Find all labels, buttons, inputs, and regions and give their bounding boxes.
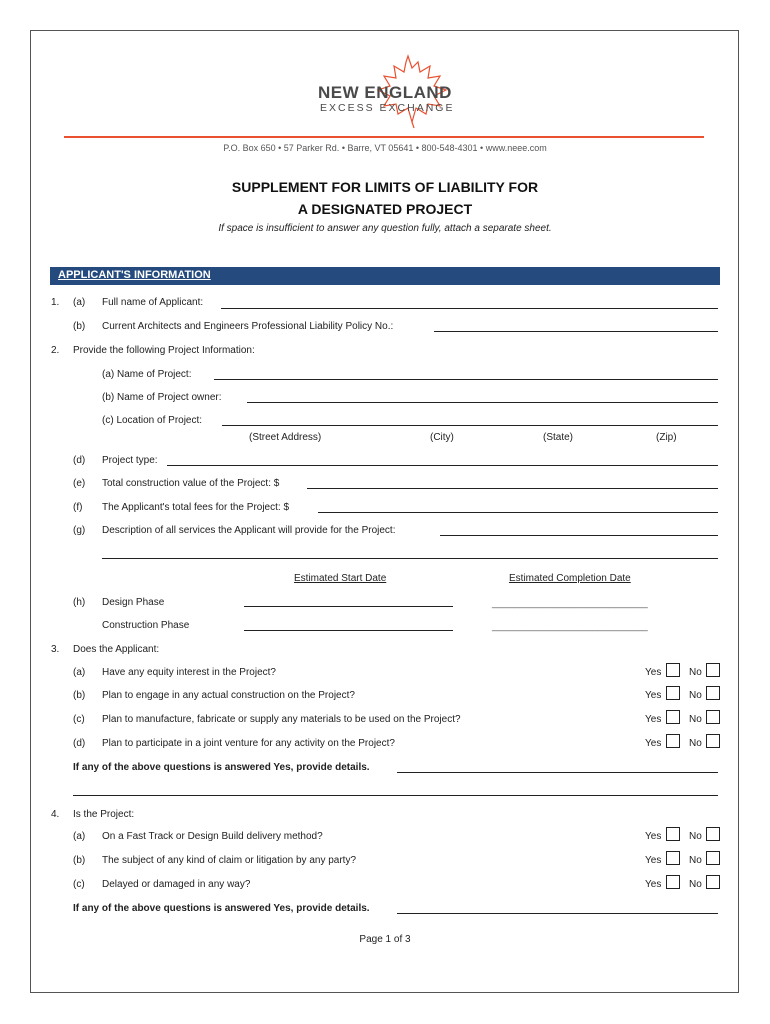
q3-label: Does the Applicant: <box>73 644 160 655</box>
q3b-yes-label: Yes <box>645 690 662 701</box>
q4c-yes-checkbox[interactable] <box>666 875 680 889</box>
q3d-no-checkbox[interactable] <box>706 734 720 748</box>
contact-info: P.O. Box 650 • 57 Parker Rd. • Barre, VT 05641 • 800-548-4301 • www.neee.com <box>223 143 547 153</box>
q3c-no-checkbox[interactable] <box>706 710 720 724</box>
project-type-field[interactable] <box>167 465 718 466</box>
q4b-letter: (b) <box>73 855 86 866</box>
q3a-text: Have any equity interest in the Project? <box>102 667 276 678</box>
q3b-no-checkbox[interactable] <box>706 686 720 700</box>
q3b-yes-checkbox[interactable] <box>666 686 680 700</box>
q2f-letter: (f) <box>73 502 83 513</box>
q2g-label: Description of all services the Applicant will provide for the Project: <box>102 525 396 536</box>
q4c-no-checkbox[interactable] <box>706 875 720 889</box>
q3-number: 3. <box>51 644 60 655</box>
q2-number: 2. <box>51 345 60 356</box>
q1-number: 1. <box>51 297 60 308</box>
city-caption: (City) <box>430 432 454 443</box>
q1b-label: Current Architects and Engineers Professional Liability Policy No.: <box>102 321 394 332</box>
logo-text-line2: EXCESS EXCHANGE <box>320 102 455 114</box>
q3d-no-label: No <box>689 738 702 749</box>
q3a-no-label: No <box>689 667 702 678</box>
design-phase-label: Design Phase <box>102 597 165 608</box>
q4a-yes-checkbox[interactable] <box>666 827 680 841</box>
q3c-yes-checkbox[interactable] <box>666 710 680 724</box>
q4a-no-label: No <box>689 831 702 842</box>
q4-details-field[interactable] <box>397 913 718 914</box>
design-start-date-field[interactable] <box>244 606 453 607</box>
q2-label: Provide the following Project Information: <box>73 345 255 356</box>
q3-details-field-2[interactable] <box>73 795 718 796</box>
applicant-name-field[interactable] <box>221 308 718 309</box>
q3-details-field[interactable] <box>397 772 718 773</box>
form-title-line1: SUPPLEMENT FOR LIMITS OF LIABILITY FOR <box>231 179 539 195</box>
q1a-letter: (a) <box>73 297 86 308</box>
project-location-field[interactable] <box>222 425 718 426</box>
q4b-yes-checkbox[interactable] <box>666 851 680 865</box>
applicant-fees-field[interactable] <box>318 512 718 513</box>
q3d-text: Plan to participate in a joint venture for any activity on the Project? <box>102 738 395 749</box>
services-description-field-2[interactable] <box>102 558 718 559</box>
q4a-letter: (a) <box>73 831 86 842</box>
q1b-letter: (b) <box>73 321 86 332</box>
services-description-field[interactable] <box>440 535 718 536</box>
logo-text-line1: NEW ENGLAND <box>318 83 452 102</box>
form-title-line2: A DESIGNATED PROJECT <box>297 201 473 217</box>
q2e-label: Total construction value of the Project: $ <box>102 478 280 489</box>
state-caption: (State) <box>543 432 574 443</box>
q4b-no-label: No <box>689 855 702 866</box>
construction-value-field[interactable] <box>307 488 718 489</box>
project-name-field[interactable] <box>214 379 718 380</box>
q4c-no-label: No <box>689 879 702 890</box>
q2h-letter: (h) <box>73 597 86 608</box>
q4a-no-checkbox[interactable] <box>706 827 720 841</box>
q4a-text: On a Fast Track or Design Build delivery method? <box>102 831 323 842</box>
q3b-letter: (b) <box>73 690 86 701</box>
q3a-yes-checkbox[interactable] <box>666 663 680 677</box>
q4c-letter: (c) <box>73 879 85 890</box>
q4a-yes-label: Yes <box>645 831 662 842</box>
q2a-label: (a) Name of Project: <box>102 369 192 380</box>
q4-number: 4. <box>51 809 60 820</box>
design-completion-date-field[interactable]: ____________________________ <box>492 598 648 609</box>
policy-number-field[interactable] <box>434 331 718 332</box>
project-owner-field[interactable] <box>247 402 718 403</box>
q3d-yes-label: Yes <box>645 738 662 749</box>
q3b-no-label: No <box>689 690 702 701</box>
q4c-text: Delayed or damaged in any way? <box>102 879 251 890</box>
q4c-yes-label: Yes <box>645 879 662 890</box>
instruction-text: If space is insufficient to answer any question fully, attach a separate sheet. <box>218 223 552 234</box>
q3d-letter: (d) <box>73 738 86 749</box>
completion-date-header: Estimated Completion Date <box>509 573 631 584</box>
q4-details-label: If any of the above questions is answered Yes, provide details. <box>73 903 370 914</box>
q2c-label: (c) Location of Project: <box>102 415 203 426</box>
q2f-label: The Applicant's total fees for the Project: $ <box>102 502 290 513</box>
header-divider <box>64 136 704 138</box>
q2b-label: (b) Name of Project owner: <box>102 392 222 403</box>
q3c-yes-label: Yes <box>645 714 662 725</box>
construction-start-date-field[interactable] <box>244 630 453 631</box>
construction-completion-date-field[interactable]: ____________________________ <box>492 621 648 632</box>
section-header-label: APPLICANT'S INFORMATION <box>58 269 211 281</box>
page-number: Page 1 of 3 <box>359 934 411 945</box>
q3c-letter: (c) <box>73 714 85 725</box>
q2e-letter: (e) <box>73 478 86 489</box>
q3c-no-label: No <box>689 714 702 725</box>
q3a-letter: (a) <box>73 667 86 678</box>
q2g-letter: (g) <box>73 525 86 536</box>
q3b-text: Plan to engage in any actual construction on the Project? <box>102 690 355 701</box>
q2d-letter: (d) <box>73 455 86 466</box>
q3c-text: Plan to manufacture, fabricate or supply any materials to be used on the Project? <box>102 714 461 725</box>
q3a-yes-label: Yes <box>645 667 662 678</box>
q3d-yes-checkbox[interactable] <box>666 734 680 748</box>
q2d-label: Project type: <box>102 455 158 466</box>
q3a-no-checkbox[interactable] <box>706 663 720 677</box>
q4b-yes-label: Yes <box>645 855 662 866</box>
zip-caption: (Zip) <box>656 432 677 443</box>
construction-phase-label: Construction Phase <box>102 620 190 631</box>
q4b-text: The subject of any kind of claim or litigation by any party? <box>102 855 357 866</box>
q3-details-label: If any of the above questions is answered Yes, provide details. <box>73 762 370 773</box>
q4-label: Is the Project: <box>73 809 135 820</box>
start-date-header: Estimated Start Date <box>294 573 387 584</box>
q1a-label: Full name of Applicant: <box>102 297 204 308</box>
q4b-no-checkbox[interactable] <box>706 851 720 865</box>
street-address-caption: (Street Address) <box>249 432 322 443</box>
